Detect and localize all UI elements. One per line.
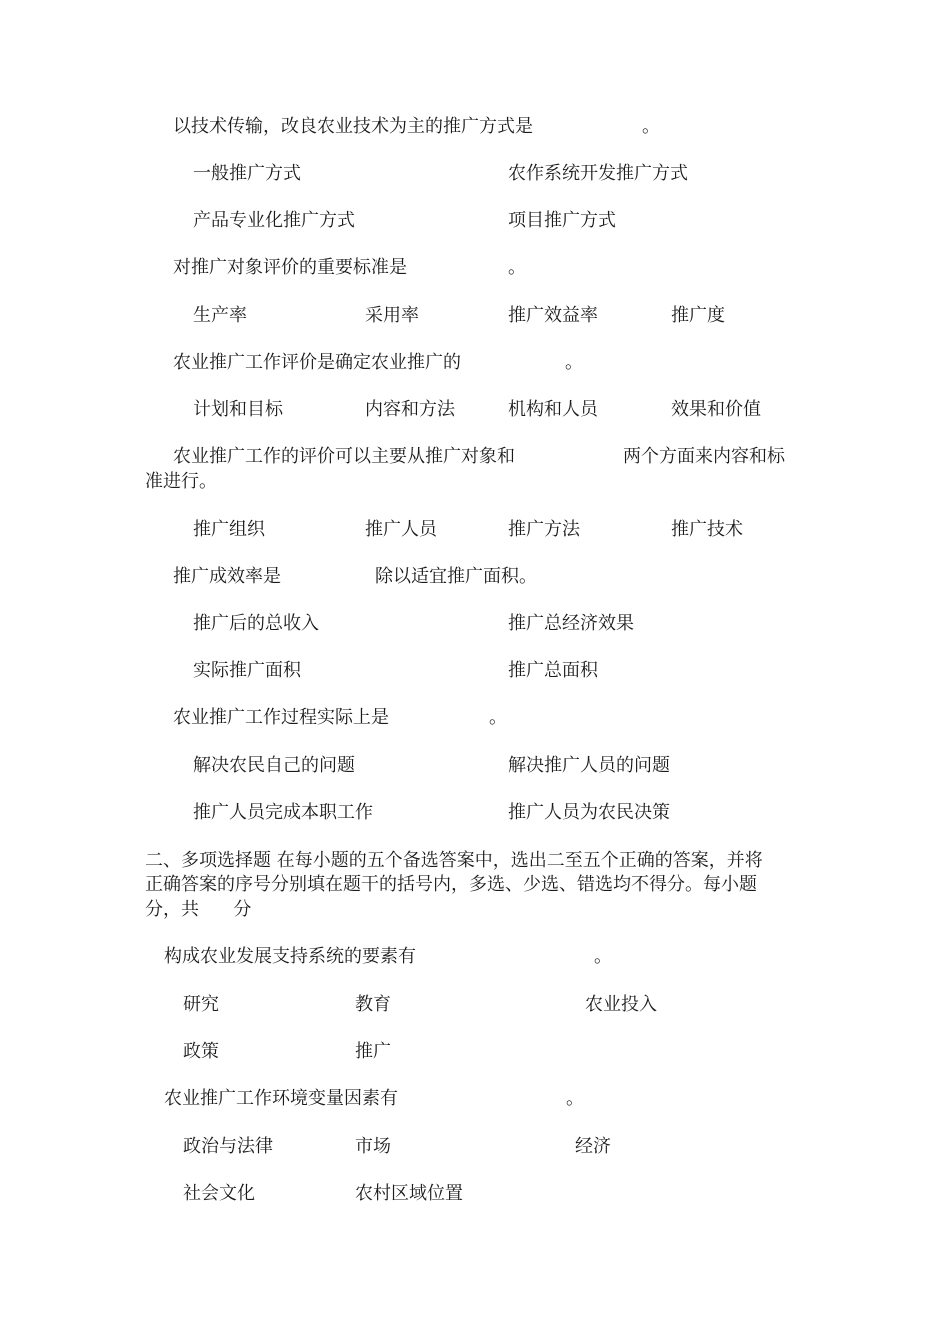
question-3-option-d: 效果和价值 (671, 399, 761, 420)
question-3-option-a: 计划和目标 (193, 399, 283, 420)
question-5-option-c: 实际推广面积 (193, 660, 301, 681)
section-2-instructions-line3: 分，共 分 (145, 899, 252, 920)
multi-question-1-stem: 构成农业发展支持系统的要素有 (164, 946, 416, 967)
question-6-option-d: 推广人员为农民决策 (508, 802, 670, 823)
question-6-option-b: 解决推广人员的问题 (508, 755, 670, 776)
multi-question-1-option-d: 政策 (183, 1041, 219, 1062)
question-2-option-c: 推广效益率 (508, 305, 598, 326)
multi-question-1-option-b: 教育 (355, 994, 391, 1015)
question-3-option-b: 内容和方法 (365, 399, 455, 420)
question-2-stem-end: 。 (508, 257, 526, 278)
multi-question-2-stem: 农业推广工作环境变量因素有 (164, 1088, 398, 1109)
question-3-stem: 农业推广工作评价是确定农业推广的 (173, 352, 461, 373)
question-2-stem: 对推广对象评价的重要标准是 (173, 257, 407, 278)
multi-question-1-option-c: 农业投入 (585, 994, 657, 1015)
question-5-option-a: 推广后的总收入 (193, 613, 319, 634)
section-2-instructions-line2: 正确答案的序号分别填在题干的括号内，多选、少选、错选均不得分。每小题 (145, 874, 757, 895)
multi-question-2-option-d: 社会文化 (183, 1183, 255, 1204)
question-1-option-a: 一般推广方式 (193, 163, 301, 184)
question-2-option-b: 采用率 (365, 305, 419, 326)
multi-question-1-stem-end: 。 (594, 946, 612, 967)
question-5-stem-end: 除以适宜推广面积。 (375, 566, 537, 587)
multi-question-2-option-c: 经济 (575, 1136, 611, 1157)
question-5-option-d: 推广总面积 (508, 660, 598, 681)
question-3-option-c: 机构和人员 (508, 399, 598, 420)
multi-question-2-option-a: 政治与法律 (183, 1136, 273, 1157)
question-5-option-b: 推广总经济效果 (508, 613, 634, 634)
multi-question-2-stem-end: 。 (566, 1088, 584, 1109)
question-4-stem: 农业推广工作的评价可以主要从推广对象和 (173, 446, 515, 467)
question-6-stem-end: 。 (489, 707, 507, 728)
question-6-option-a: 解决农民自己的问题 (193, 755, 355, 776)
question-1-option-d: 项目推广方式 (508, 210, 616, 231)
question-2-option-d: 推广度 (671, 305, 725, 326)
question-3-stem-end: 。 (565, 352, 583, 373)
multi-question-2-option-b: 市场 (355, 1136, 391, 1157)
question-1-option-c: 产品专业化推广方式 (193, 210, 355, 231)
question-4-option-c: 推广方法 (508, 519, 580, 540)
question-4-option-d: 推广技术 (671, 519, 743, 540)
question-4-stem-line2: 准进行。 (145, 471, 217, 492)
multi-question-2-option-e: 农村区域位置 (355, 1183, 463, 1204)
question-5-stem: 推广成效率是 (173, 566, 281, 587)
multi-question-1-option-e: 推广 (355, 1041, 391, 1062)
question-1-stem-end: 。 (642, 116, 660, 137)
multi-question-1-option-a: 研究 (183, 994, 219, 1015)
question-6-option-c: 推广人员完成本职工作 (193, 802, 373, 823)
question-4-option-a: 推广组织 (193, 519, 265, 540)
question-4-option-b: 推广人员 (365, 519, 437, 540)
question-1-option-b: 农作系统开发推广方式 (508, 163, 688, 184)
question-6-stem: 农业推广工作过程实际上是 (173, 707, 389, 728)
question-2-option-a: 生产率 (193, 305, 247, 326)
question-1-stem: 以技术传输，改良农业技术为主的推广方式是 (173, 116, 533, 137)
section-2-instructions-line1: 二、多项选择题 在每小题的五个备选答案中，选出二至五个正确的答案，并将 (145, 850, 763, 871)
question-4-stem-middle: 两个方面来内容和标 (623, 446, 785, 467)
